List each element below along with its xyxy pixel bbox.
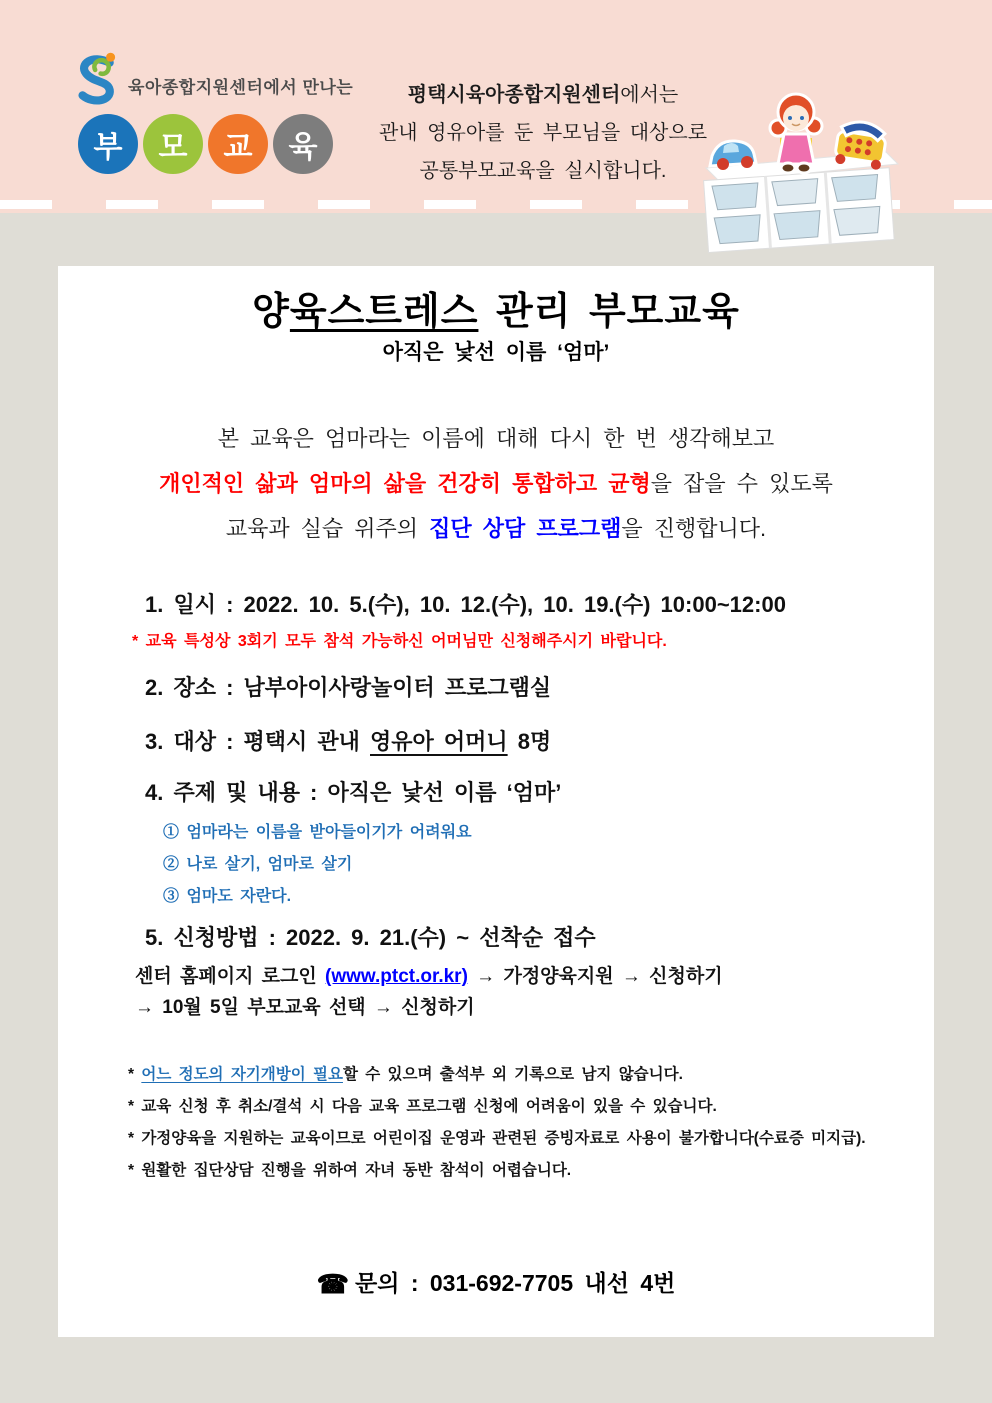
- logo-tagline: 육아종합지원센터에서 만나는: [128, 78, 354, 97]
- title-underlined: 육스트레스: [289, 291, 479, 333]
- target-pre: 3. 대상 : 평택시 관내: [145, 729, 370, 754]
- phone-icon: ☎: [316, 1269, 350, 1299]
- apply-step-rest: → 가정양육지원 → 신청하기: [467, 966, 723, 987]
- poster-subtitle: 아직은 낯선 이름 ‘엄마’: [382, 341, 610, 364]
- attendance-note: * 교육 특성상 3회기 모두 참석 가능하신 어머님만 신청해주시기 바랍니다.: [132, 633, 667, 650]
- apply-step-pre: 센터 홈페이지 로그인: [135, 966, 326, 987]
- topic-sub-list: [163, 817, 472, 913]
- topic-sub-item-3: ③ 엄마도 자란다.: [163, 888, 292, 905]
- header-intro-line1-bold: 평택시육아종합지원센터: [407, 84, 621, 106]
- center-logo: [68, 50, 353, 174]
- intro-line1: 본 교육은 엄마라는 이름에 대해 다시 한 번 생각해보고: [217, 426, 775, 451]
- apply-step-line1: [135, 965, 723, 989]
- logo-s-icon: [68, 50, 126, 108]
- toy-doll-icon: [770, 94, 822, 173]
- website-link[interactable]: (www.ptct.or.kr): [325, 966, 468, 987]
- header-intro-line2: 관내 영유아를 둔 부모님을 대상으로: [378, 122, 708, 144]
- footnote-1-star: *: [128, 1066, 142, 1083]
- contact-line: [58, 1268, 934, 1299]
- toys-illustration: [690, 72, 910, 254]
- footnote-1-blue: 어느 정도의 자기개방이 필요: [141, 1066, 343, 1083]
- logo-circle-mo: 모: [143, 114, 203, 174]
- footnote-4: * 원활한 집단상담 진행을 위하여 자녀 동반 참석이 어렵습니다.: [128, 1162, 572, 1179]
- header-intro-line1: [368, 76, 718, 114]
- intro-line3-rest: 을 진행합니다.: [621, 516, 767, 541]
- footnote-1-rest: 할 수 있으며 출석부 외 기록으로 남지 않습니다.: [342, 1066, 683, 1083]
- target-rest: 8명: [507, 729, 552, 754]
- footnotes: [128, 1059, 866, 1187]
- topic-item: 4. 주제 및 내용 : 아직은 낯선 이름 ‘엄마’: [145, 780, 562, 805]
- logo-circle-yuk: 육: [273, 114, 333, 174]
- intro-line2-rest: 을 잡을 수 있도록: [650, 471, 833, 496]
- header-intro-line1-rest: 에서는: [620, 84, 679, 106]
- title-pre: 양: [252, 291, 290, 333]
- toy-car-icon: [710, 141, 756, 170]
- intro-paragraph: [58, 416, 934, 551]
- apply-item: 5. 신청방법 : 2022. 9. 21.(수) ~ 선착순 접수: [145, 925, 596, 950]
- intro-line3-blue: 집단 상담 프로그램: [429, 516, 622, 541]
- intro-line3-pre: 교육과 실습 위주의: [225, 516, 430, 541]
- poster-title: [58, 280, 934, 335]
- footnote-3: * 가정양육을 지원하는 교육이므로 어린이집 운영과 관련된 증빙자료로 사용이 불가합니다(수료증 미지급).: [128, 1130, 866, 1147]
- contact-text: 문의 : 031-692-7705 내선 4번: [355, 1270, 676, 1296]
- logo-circle-bu: 부: [78, 114, 138, 174]
- apply-step-line2: → 10월 5일 부모교육 선택 → 신청하기: [135, 997, 475, 1018]
- intro-line2-red: 개인적인 삶과 엄마의 삶을 건강히 통합하고 균형: [159, 471, 651, 496]
- target-item: [145, 728, 551, 756]
- title-rest: 관리 부모교육: [478, 291, 740, 333]
- logo-circle-gyo: 교: [208, 114, 268, 174]
- poster-card: [58, 266, 934, 1337]
- schedule-item: 1. 일시 : 2022. 10. 5.(수), 10. 12.(수), 10. 19.(수) 10:00~12:00: [145, 592, 786, 617]
- footnote-2: * 교육 신청 후 취소/결석 시 다음 교육 프로그램 신청에 어려움이 있을 수 있습니다.: [128, 1098, 717, 1115]
- topic-sub-item-2: ② 나로 살기, 엄마로 살기: [163, 856, 353, 873]
- header-intro: [368, 76, 718, 190]
- logo-circles: [78, 114, 353, 174]
- intro-line2: [58, 461, 934, 506]
- intro-line3: [58, 506, 934, 551]
- topic-sub-item-1: ① 엄마라는 이름을 받아들이기가 어려워요: [163, 824, 472, 841]
- target-underlined: 영유아 어머니: [370, 729, 508, 754]
- footnote-1: [128, 1059, 866, 1091]
- header-intro-line3: 공통부모교육을 실시합니다.: [419, 160, 667, 182]
- venue-item: 2. 장소 : 남부아이사랑놀이터 프로그램실: [145, 675, 552, 700]
